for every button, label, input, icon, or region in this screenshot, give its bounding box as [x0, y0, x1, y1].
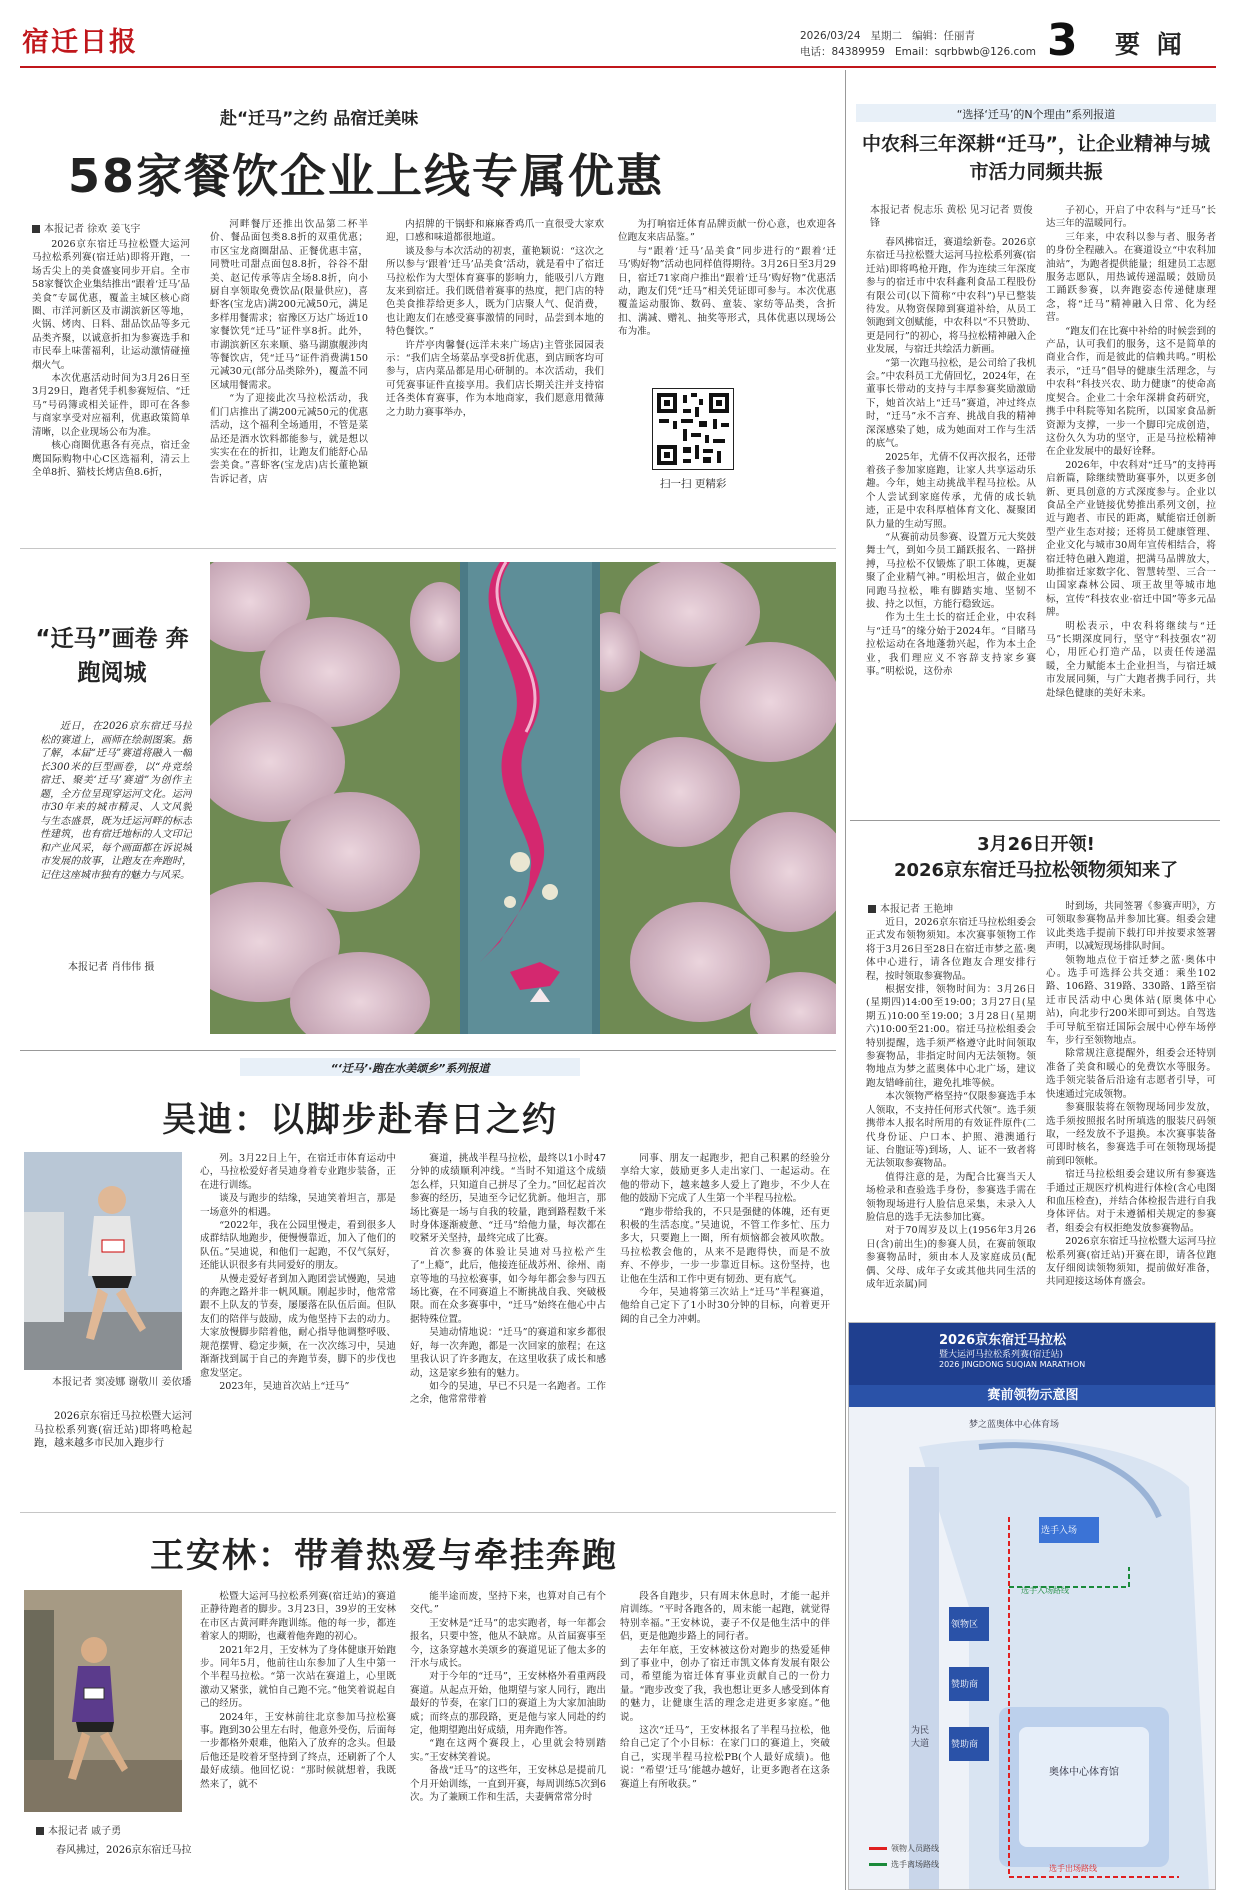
map-title: 赛前领物示意图: [849, 1385, 1216, 1407]
pickup-map: [848, 1322, 1216, 1890]
map-label-entrance: 选手入场: [1041, 1526, 1078, 1536]
issue-editor: 编辑：任丽青: [912, 30, 976, 42]
article1-byline: [32, 220, 140, 235]
paragraph: 备战“迁马”的这些年，王安林总是提前几个月开始训练，一直到开赛，每周训练5次到6次。为了兼顾工作和生活，夫妻俩常常分时: [410, 1765, 606, 1804]
sidebar2-col1: [866, 916, 1036, 1316]
page-number: 3: [1047, 15, 1078, 66]
paragraph: 吴迪动情地说：“迁马”的赛道和家乡都很好，每一次奔跑，都是一次回家的旅程；在这里我认识了许多跑友，在这里收获了成长和感动，这是家乡独有的魅力。: [410, 1327, 606, 1379]
article2-col1: [200, 1152, 396, 1504]
paragraph: 谈及与跑步的结缘，吴迪笑着坦言，那是一场意外的相遇。: [200, 1193, 396, 1218]
wanganlin-photo: [24, 1590, 182, 1812]
paragraph: 列。3月22日上午，在宿迁市体育运动中心，马拉松爱好者吴迪身着专业跑步装备，正在进行训练。: [200, 1153, 396, 1191]
issue-weekday: 星期二: [870, 30, 903, 42]
sidebar2-heading: [856, 832, 1216, 884]
map-header-english: 2026 JINGDONG SUQIAN MARATHON: [939, 1360, 1086, 1369]
article2-byline: 本报记者 窦凌娜 谢敬川 姜依璠: [52, 1377, 192, 1388]
paragraph: “跑友们在比赛中补给的时候尝到的产品，认可我们的服务，这不是简单的商业合作，而是彼此的信赖共鸣。”明松表示，“迁马”倡导的健康生活理念，与中农科“科技兴农、助力健康”的使命高度契合。企业二十余年深耕食药研究，携手中科院等知名院所，以国家食品新资源为支撑，一步一个脚印完成创造，这份久久为功的坚守，正是马拉松精神在企业发展中的最好诠释。: [1046, 325, 1216, 458]
series-banner: [240, 1058, 580, 1076]
photo-feature-text: 近日，在2026京东宿迁马拉松的赛道上，画师在绘制图案。据了解，本届“迁马”赛道将融入一幅长300米的巨型画卷，以“舟竞绘宿迁、聚美‘迁马’赛道”为创作主题，全方位呈现穿运河文化。运河市30年来的城市精灵、人文风貌与生态盛景，既为迁运河畔的标志性建筑，也有宿迁地标的人文印记和产业风采，每个画面都在诉说城市发展的故事，让跑友在奔跑时，记住这座城市独有的魅力与风采。: [40, 721, 192, 881]
paragraph: 宿迁马拉松组委会建议所有参赛选手通过正规医疗机构进行体检(含心电图和血压检查)，并结合体检报告进行自我身体评估。对于未遵循相关规定的参赛者，组委会有权拒绝发放参赛物品。: [1046, 1169, 1216, 1234]
article1-title: 58家餐饮企业上线专属优惠: [68, 149, 665, 203]
paragraph: 从慢走爱好者到加入跑团尝试慢跑，吴迪的奔跑之路并非一帆风顺。刚起步时，他常常跟不上队友的节奏，屡屡落在队伍后面。但队友们的陪伴与鼓励，成为他坚持下去的动力。大家放慢脚步陪着他，耐心指导他调整呼吸、规范摆臂、稳定步频，在一次次练习中，吴迪渐渐找到属于自己的奔跑节奏，脚下的步伐也愈发坚定。: [200, 1273, 396, 1379]
series-banner-text: “‘迁马’·跑在水美颂乡”系列报道: [330, 1062, 490, 1075]
section-title: 要 闻: [1115, 30, 1186, 59]
issue-email: Email：sqrbbwb@126.com: [894, 46, 1036, 58]
sidebar2-byline-text: 本报记者 王艳坤: [880, 904, 954, 915]
paragraph: 对于今年的“迁马”，王安林格外看重两段赛道。从起点开始，他期望与家人同行，跑出最好的节奏，在家门口的赛道上为大家加油助威；而终点的那段路，更是他与家人同赴的约定，他期望跑出好成绩，用奔跑作答。: [410, 1671, 606, 1737]
photo-feature-credit: 本报记者 肖伟伟 摄: [68, 962, 155, 973]
map-legend-2: 选手离场路线: [891, 1860, 939, 1869]
paragraph: 根据安排，领物时间为：3月26日(星期四)14:00至19:00；3月27日(星期五)10:00至19:00；3月28日(星期六)10:00至21:00。宿迁马拉松组委会特别提醒，选手须严格遵守此时间领取参赛物品，非指定时间内无法领物。领物地点为梦之蓝奥体中心北广场，建议跑友错峰前往，避免扎堆等候。: [866, 984, 1036, 1089]
paragraph: 王安林是“迁马”的忠实跑者，每一年都会报名，只要中签，他从不缺席。从首届赛事至今，这条穿越水美颂乡的赛道见证了他太多的汗水与成长。: [410, 1617, 606, 1670]
article3-title: 王安林：带着热爱与牵挂奔跑: [150, 1536, 618, 1576]
paragraph: “跑步带给我的，不只是强健的体魄，还有更积极的生活态度。”吴迪说，不管工作多忙、压力多大，只要跑上一圈，所有烦恼都会被风吹散。马拉松教会他的，从来不是跑得快，而是不放弃、不停步，一步一步靠近目标。这份坚持，也让他在生活和工作中更有韧劲、更有底气。: [620, 1206, 830, 1285]
article3-col2: [410, 1590, 606, 1890]
paragraph: 河畔餐厅还推出饮品第二杯半价、餐品面包类8.8折的双重优惠；市区宝龙商圈甜品、正餐优惠丰富，同赞吐司甜点面包8.8折，谷谷不甜美、赵记传承等店全场8.8折，向小厨自享领取免费饮品(限量供应)，喜虾客(宝龙店)满200元减50元，满足多样用餐需求；宿豫区万达广场近10家餐饮凭“迁马”证件享8折。此外，市湖滨新区东来顺、骆马湖旗舰涉肉等餐饮店，凭“迁马”证件消费满150元减30元(部分品类除外)，覆盖不同区域用餐需求。: [210, 219, 368, 391]
divider: [20, 1050, 836, 1051]
masthead-rule: [20, 66, 1216, 68]
byline-square-icon: [32, 225, 40, 233]
sidebar1-series-banner: [856, 104, 1216, 122]
paragraph: 作为土生土长的宿迁企业，中农科与“迁马”的缘分始于2024年。“目睹马拉松运动在各地蓬勃兴起，作为本土企业，我们理应义不容辞支持家乡赛事。”明松说，这份赤: [866, 612, 1036, 677]
article1-col3: [386, 218, 604, 538]
map-label-sponsor2: 赞助商: [951, 1740, 979, 1750]
article1-col4: [618, 218, 836, 368]
paragraph: 谈及参与本次活动的初衷，董艳颖说：“这次之所以参与‘跟着‘迁马’品美食’活动，就是看中了宿迁马拉松作为大型体育赛事的影响力，能吸引八方跑友来到宿迁。我们既借着赛事的热度，把门店的特色美食推荐给更多人，既为门店聚人气、促消费，也让跑友们在感受赛事激情的同时，品尝到本地的特色餐饮。”: [386, 245, 604, 338]
article3-col1: [200, 1590, 396, 1890]
map-legend-1: 领物人员路线: [891, 1844, 939, 1853]
paragraph: 如今的吴迪，早已不只是一名跑者。工作之余，他常常带着: [410, 1380, 606, 1406]
article1-kicker: 赴“迁马”之约 品宿迁美味: [220, 109, 419, 129]
article3-byline: [36, 1822, 121, 1837]
article1-col2: [210, 218, 368, 538]
paragraph: 同事、朋友一起跑步，把自己积累的经验分享给大家，鼓励更多人走出家门、一起运动。在他的带动下，越来越多人爱上了跑步，不少人在他的鼓励下完成了人生第一个半程马拉松。: [620, 1153, 830, 1205]
paragraph: 2026京东宿迁马拉松暨大运河马拉松系列赛(宿迁站)即将开跑，一场舌尖上的美食盛宴同步开启。全市58家餐饮企业集结推出“跟着‘迁马’品美食”专属优惠，覆盖主城区核心商圈、市洋河新区及市湖滨新区等地，火锅、烤肉、日料、甜品饮品等多元品类齐聚，以诚意折扣为参赛选手和市民奉上味蕾福利，让运动激情碰撞烟火气。: [32, 239, 190, 371]
paragraph: 段各自跑步，只有周末休息时，才能一起并肩训练。“平时各跑各的，周末能一起跑，就觉得特别幸福。”王安林说，妻子不仅是他生活中的伴侣，更是他跑步路上的同行者。: [620, 1591, 830, 1643]
paragraph: 时到场，共同签署《参赛声明》，方可领取参赛物品并参加比赛。组委会建议此类选手提前下载打印并按要求签署声明，以减短现场排队时间。: [1046, 901, 1216, 953]
sidebar1-byline: 本报记者 倪志乐 黄松 见习记者 贾俊锋: [870, 205, 1033, 229]
sidebar2-title: 2026京东宿迁马拉松领物须知来了: [893, 860, 1179, 881]
article2-col3: [620, 1152, 830, 1504]
map-drawing-icon: [849, 1407, 1216, 1890]
paragraph: 2023年，吴迪首次站上“迁马”: [219, 1380, 350, 1392]
paragraph: 参赛服装将在领物现场同步发放，选手须按照报名时所填选的服装尺码领取，一经发放不予退换。本次赛事装备可即时核名，参赛选手可在领物现场提前到印领帐。: [1046, 1102, 1216, 1167]
paragraph: 去年年底，王安林被这份对跑步的热爱延伸到了事业中，创办了宿迁市凯文体育发展有限公司，希望能为宿迁体育事业贡献自己的一份力量。“跑步改变了我，我也想让更多人感受到体育的魅力，让健康生活的理念走进更多家庭。”他说。: [620, 1644, 830, 1723]
divider: [20, 1512, 836, 1513]
map-label-exhibit: 领物区: [951, 1620, 979, 1630]
map-label-arena: 奥体中心体育馆: [1049, 1767, 1119, 1778]
paragraph: “第一次跑马拉松，是公司给了我机会。”中农科员工尤倩回忆，2024年，在董事长带动的支持与丰厚参赛奖励激励下，她首次站上“迁马”赛道，冲过终点时，“迁马”永不言弃、挑战自我的精神深深感染了她，成为她面对工作与生活的底气。: [866, 357, 1036, 450]
paragraph: 2025年，尤倩不仅再次报名，还带着孩子参加家庭跑，让家人共享运动乐趣。今年，她主动挑战半程马拉松。从个人尝试到家庭传承，尤倩的成长轨迹，正是中农科厚植体育文化、凝聚团队力量的生动写照。: [866, 451, 1036, 530]
article1-col1: [32, 238, 190, 538]
paragraph: 2024年，王安林前往北京参加马拉松赛事。跑到30公里左右时，他意外受伤，后面每一步都格外艰难，他陷入了放弃的念头。但最后他还是咬着牙坚持到了终点，还刷新了个人最好成绩。他回忆说：“那时候就想着，我既然来了，就不: [200, 1711, 396, 1790]
paragraph: 2026年，中农科对“迁马”的支持再启新篇，除继续赞助赛事外，以更多创新、更具创意的方式深度参与。企业以食品全产业链接优势推出系列文创，拉近与跑者、市民的距离，赋能宿迁创新型产业生态对接；还将员工健康管理、企业文化与城市30周年宣传相结合，将宿迁特色融入跑道，把满马品牌放大，助推宿迁家数字化、智慧转型、三合一山国家森林公园、项王故里等城市地标，宣传“科技农业·宿迁中国”等多元品牌。: [1046, 459, 1216, 619]
paragraph: 松暨大运河马拉松系列赛(宿迁站)的赛道正静待跑者的脚步。3月23日，39岁的王安林在市区古黄河畔奔跑训练。他的每一步，都连着家人的期盼，也藏着他奔跑的初心。: [200, 1591, 396, 1643]
issue-date: 2026/03/24: [800, 30, 861, 42]
paragraph: 子初心，开启了中农科与“迁马”长达三年的温暖同行。: [1046, 205, 1216, 230]
column-divider: [845, 70, 846, 1890]
map-label-stadium: 梦之蓝奥体中心体育场: [969, 1420, 1060, 1430]
qr-code[interactable]: [652, 388, 734, 470]
paragraph: 明松表示，中农科将继续与“迁马”长期深度同行，坚守“科技强农”初心，用匠心打造产品，以责任传递温暖，全力赋能本土企业担当，与宿迁城市发展同频，与广大跑者携手同行，共赴绿色健康的美好未来。: [1046, 620, 1216, 699]
byline-square-icon: [36, 1827, 44, 1835]
sidebar1-series-text: “选择‘迁马’的N个理由”系列报道: [956, 108, 1116, 121]
byline-square-icon: [868, 905, 876, 913]
article1-byline-text: 本报记者 徐欢 姜飞宇: [44, 224, 141, 235]
paragraph: “2022年，我在公园里慢走，看到很多人成群结队地跑步，便慢慢靠近，加入了他们的队伍。”吴迪说，和他们一起跑，不仅气氛好，还能认识很多有共同爱好的朋友。: [200, 1220, 396, 1272]
aerial-road-painting-icon: [210, 562, 836, 1034]
paragraph: 与“跟着‘迁马’品美食”同步进行的“跟着‘迁马’购好物”活动也同样值得期待。3月26日至3月29日，宿迁71家商户推出“跟着‘迁马’购好物”优惠活动，跑友们凭“迁马”相关凭证即可参与。本次优惠覆盖运动服饰、数码、童装、家纺等品类，含折扣、满减、赠礼、抽奖等形式，具体优惠以现场公布为准。: [618, 245, 836, 338]
sidebar2-kicker: 3月26日开领!: [977, 834, 1095, 855]
paragraph: 三年来，中农科以参与者、服务者的身份全程融入。在赛道设立“中农科加油站”，为跑者提供能量；组建员工志愿服务志愿队，用热诚传递温暖；鼓励员工踊跃参赛，以奔跑姿态传递健康理念，将“迁马”精神融入日常、化为经营。: [1046, 231, 1216, 324]
runner-photo-icon: [24, 1590, 182, 1812]
map-label-sponsor1: 赞助商: [951, 1680, 979, 1690]
paragraph: 赛道，挑战半程马拉松，最终以1小时47分钟的成绩顺利冲线。“当时不知道这个成绩怎么样，只知道自己拼尽了全力。”回忆起首次参赛的经历，吴迪至今记忆犹新。他坦言，那场比赛是一场与自我的较量，跑到路程数千米时身体逐渐疲惫、“迁马”给他力量，每次都在咬紧牙关坚持，最终完成了比赛。: [410, 1153, 606, 1245]
paragraph: 本次领物严格坚持“仅限参赛选手本人领取，不支持任何形式代领”。选手须携带本人报名时所用的有效证件原件(二代身份证、户口本、护照、港澳通行证、台胞证等)到场，人、证不一致者将无法领取参赛物品。: [866, 1091, 1036, 1170]
paragraph: 春风拂宿迁，赛道绘新卷。2026京东宿迁马拉松暨大运河马拉松系列赛(宿迁站)即将鸣枪开跑，作为连续三年深度参与的宿迁市中农科鑫利食品工程股份有限公司(以下简称“中农科”)早已整装待发。从物资保障到赛道补给，从员工领跑到文创赋能，中农科以“不只赞助、更是同行”的初心，将马拉松精神融入企业发展，与宿迁共绘活力新画。: [866, 237, 1036, 356]
sidebar2-col2: [1046, 900, 1216, 1316]
article2-photo-caption: 2026京东宿迁马拉松暨大运河马拉松系列赛(宿迁站)即将鸣枪起跑，越来越多市民加入跑步行: [34, 1411, 192, 1449]
paragraph: 首次参赛的体验让吴迪对马拉松产生了“上瘾”，此后，他接连征战苏州、徐州、南京等地的马拉松赛事，如今每年都会参与四五场比赛，在不同赛道上不断挑战自我、突破极限。而在众多赛事中，“迁马”始终在他心中占据特殊位置。: [410, 1246, 606, 1325]
photo-feature-title: “迁马”画卷 奔跑阅城: [35, 626, 189, 686]
qr-code-icon: [653, 389, 733, 469]
masthead-logo: 宿迁日报: [22, 27, 138, 58]
qr-caption: 扫一扫 更精彩: [660, 478, 727, 490]
sidebar1-title: 中农科三年深耕“迁马”，让企业精神与城市活力同频共振: [862, 133, 1210, 183]
paragraph: 领物地点位于宿迁梦之蓝·奥体中心。选手可选择公共交通：乘坐102路、106路、319路、330路、1路至宿迁市民活动中心奥体站(原奥体中心站)，向北步行200米即可到达。自驾选手可导航至宿迁国际会展中心停车场停车，步行至领物地点。: [1046, 954, 1216, 1047]
paragraph: 核心商圈优惠各有亮点，宿迁金鹰国际购物中心C区选福利，清云上全单8折、猫枝长烤店鱼8.6折，: [32, 440, 190, 478]
paragraph: 对于70周岁及以上(1956年3月26日(含)前出生)的参赛人员，在赛前领取参赛物品时，须由本人及家庭成员(配偶、父母、成年子女或其他共同生活的成年近亲属)同: [866, 1225, 1036, 1290]
paragraph: 2021年2月，王安林为了身体健康开始跑步。同年5月，他前往山东参加了人生中第一个半程马拉松。“第一次站在赛道上，心里既激动又紧张，就怕自己跑不完。”他笑着说起自己的经历。: [200, 1644, 396, 1710]
paragraph: 近日，2026京东宿迁马拉松组委会正式发布领物须知。本次赛事领物工作将于3月26日至28日在宿迁市梦之蓝·奥体中心进行，请各位跑友合理安排行程，按时领取参赛物品。: [866, 917, 1036, 982]
article2-title: 吴迪：以脚步赴春日之约: [162, 1100, 558, 1140]
wudi-photo: [24, 1152, 182, 1370]
paragraph: 值得注意的是，为配合比赛当天人场检录和查验选手身份，参赛选手需在领物现场进行人脸信息采集，未录入人脸信息的选手无法参加比赛。: [866, 1171, 1036, 1223]
map-header-subtitle: 暨大运河马拉松系列赛(宿迁站): [939, 1350, 1064, 1360]
paragraph: 2026京东宿迁马拉松暨大运河马拉松系列赛(宿迁站)开赛在即，请各位跑友仔细阅读领物须知，提前做好准备，共同迎接这场体育盛会。: [1046, 1236, 1216, 1288]
divider: [850, 820, 1220, 821]
paragraph: 今年，吴迪将第三次站上“迁马”半程赛道，他给自己定下了1小时30分钟的目标，向着更开阔的自己全力冲刺。: [620, 1287, 830, 1325]
runner-photo-icon: [24, 1152, 182, 1370]
sidebar2-byline: [868, 900, 953, 915]
paragraph: 除常规注意提醒外，组委会还特别准备了美食和暖心的免费饮水等服务。选手领完装备后沿途有志愿者引导，可快速通过完成领物。: [1046, 1048, 1216, 1100]
paragraph: 许芹亭肉馨餐(远洋未来广场店)主管张园园表示：“我们店全场菜品享受8折优惠，到店顾客均可参与，店内菜品都是用心研制的。本次活动，我们可凭赛事证件直接享用。我们店长期关注并支持宿迁各类体育赛事，作为本地商家，我们愿意用微薄之力助力赛事举办，: [386, 339, 604, 418]
article3-byline-text: 本报记者 戚子勇: [48, 1826, 122, 1837]
issue-phone: 电话：84389959: [800, 46, 885, 58]
divider: [20, 548, 836, 549]
paragraph: 内招牌的干锅虾和麻麻香鸡爪一直很受大家欢迎，口感和味道都很地道。: [386, 219, 604, 244]
paragraph: 本次优惠活动时间为3月26日至3月29日，跑者凭手机参赛短信、“迁马”号码簿或相关证件，即可在各参与商家享受对应福利，优惠政策简单清晰，以企业现场公布为准。: [32, 373, 190, 438]
map-label-route-out: 选手出场路线: [1049, 1864, 1097, 1873]
map-header-title: 2026京东宿迁马拉松: [939, 1333, 1067, 1348]
article3-photo-caption: 春风拂过，2026京东宿迁马拉: [56, 1845, 192, 1856]
paragraph: 这次“迁马”，王安林报名了半程马拉松，他给自己定了个小目标：在家门口的赛道上，突破自己，实现半程马拉松PB(个人最好成绩)。他说：“希望‘迁马’能越办越好，让更多跑者在这条赛道上有所收获。”: [620, 1725, 830, 1790]
issue-meta: [800, 28, 1040, 60]
article3-col3: [620, 1590, 830, 1890]
article2-col2: [410, 1152, 606, 1504]
map-label-route-in: 选手入场路线: [1021, 1586, 1069, 1595]
sidebar1-col2: [1046, 204, 1216, 816]
paragraph: “为了迎接此次马拉松活动，我们门店推出了满200元减50元的优惠活动，这个福利全场通用，不管是菜品还是酒水饮料都能参与，就是想以实实在在的折扣，让跑友们能舒心品尝美食。”喜虾客(宝龙店)店长董艳颖告诉记者，店: [210, 393, 368, 485]
paragraph: “跑在这两个赛段上，心里就会特别踏实。”王安林笑着说。: [410, 1738, 606, 1763]
sidebar1-col1: [866, 236, 1036, 816]
paragraph: “从赛前动员参赛、设置万元大奖鼓舞士气，到如今员工踊跃报名、一路拼搏，马拉松不仅锻炼了职工体魄，更凝聚了企业精气神。”明松坦言，做企业如同跑马拉松，唯有脚踏实地、坚韧不拔、持之以恒，方能行稳致远。: [866, 531, 1036, 610]
map-label-road: 为民大道: [911, 1726, 930, 1749]
paragraph: 为打响宿迁体育品牌贡献一份心意，也欢迎各位跑友来店品鉴。”: [618, 219, 836, 244]
paragraph: 能半途而废，坚持下来，也算对自己有个交代。”: [410, 1591, 606, 1616]
marathon-mural-photo: [210, 562, 836, 1034]
